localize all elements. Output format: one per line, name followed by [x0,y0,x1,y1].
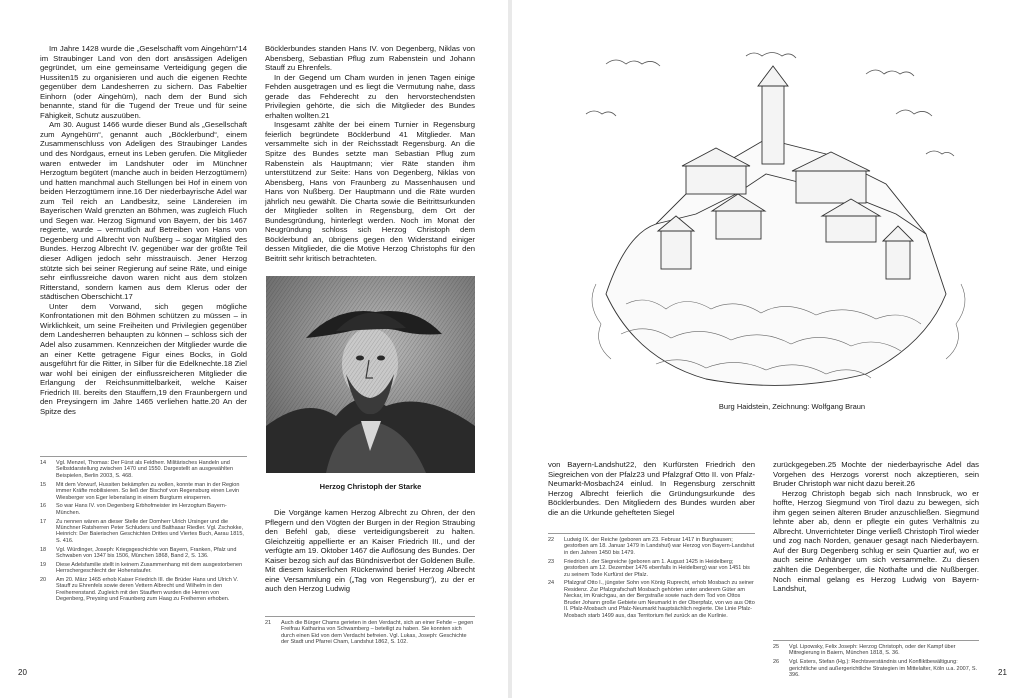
left-column-2-top [265,44,475,264]
footnote: 15 Mit dem Vorwurf, Hussiten bekämpfen zu wollen, konnte man in der Region immer Kräfte mobilisieren. So ließ der Bischof von Regensburg einen Levin Wiesberger von Eger lebenslang in einem Burgturm einsperren. [40,481,240,501]
footnote-rule [548,533,755,534]
footnote-rule [773,640,979,641]
footnote: 21 Auch die Bürger Chams gerieten in den Verdacht, sich an einer Fehde – gegen Freifrau Katharina von Schwamberg – beteiligt zu haben. Sie konnten sich durch einen Eid von dem Verdacht befreien. Vgl. Lukas, Joseph: Geschichte der Stadt und Pfarrei Cham, Landshut 1862, S. 102. [265,620,474,646]
portrait-caption: Herzog Christoph der Starke [319,482,422,491]
engraved-portrait-icon [266,276,475,473]
footnote-rule [40,456,247,457]
footnote-rule [265,616,475,617]
footnote: 24 Pfalzgraf Otto I., jüngster Sohn von König Ruprecht, erhob Mosbach zu seiner Residenz. Zur Pfalzgrafschaft Mosbach gehörten unter anderem Güter am Neckar, im Kraichgau, an der Bergstraße sowie nach dem Tod von Ottos Bruder Johann große Gebiete um Neumarkt in der Oberpfalz, von wo aus Otto II. Pfalz-Mosbach und Pfalz-Neumarkt hauptsächlich regierte. Die Linie Pfalz-Mosbach starb 1499 aus, das Territorium fiel zurück an die Kurlinie. [548,580,755,619]
paragraph: In der Gegend um Cham wurden in jenen Tagen einige Fehden ausgetragen und es liegt die Vermutung nahe, dass gerade das Fehderecht zu den hervorstechendsten Privilegien gehörte, die sich die Mitglieder des Bundes erhalten wollten.21 [265,72,475,120]
footnote: 18 Vgl. Würdinger, Joseph: Kriegsgeschichte von Bayern, Franken, Pfalz und Schwaben von 1347 bis 1506, München 1868, Band 2, S. 136. [40,546,237,560]
footnotes-left-col1 [40,460,247,605]
right-column-1 [548,460,755,517]
footnote: 22 Ludwig IX. der Reiche (geboren am 23. Februar 1417 in Burghausen; gestorben am 18. Januar 1479 in Landshut) war Herzog von Bayern-Landshut in den Jahren 1450 bis 1479. [548,537,755,556]
castle-sketch-icon [566,44,994,396]
paragraph: Im Jahre 1428 wurde die „Geselschafft vom Aingehürn“14 im Straubinger Land von den dort ansässigen Adeligen gegründet, um eine gemeinsame Verteidigung gegen die Hussiten15 zu organisieren und auch die eigenen Rechte gegenüber dem Landesherren zu sichern. Das Fabeltier Einhorn (oder Aingehürn), nach dem der Bund sich benannte, stand für die Tugend der Treue und für seine Fähigkeit, Schutz auszuüben. [40,44,247,120]
footnote: 16 So war Hans IV. von Degenberg Erbhofmeister im Herzogtum Bayern-München. [40,503,227,516]
left-column-1 [40,44,247,416]
footnotes-right-col2 [773,644,979,681]
paragraph: Insgesamt zählte der bei einem Turnier in Regensburg feierlich begründete Böcklerbund 41 Mitglieder. Man versammelte sich in der Reichsstadt Regensburg. An die Spitze des Bundes setzte man Sebastian Pflug zum Rabenstein als Hauptmann; vier Räte standen ihm unterstützend zur Seite: Hans von Degenberg, Niklas von Abensberg, Hans von Fraunberg zu Massenhausen und Hans von Nußberg. Der Hauptmann und die Räte wurden jährlich neu gewählt. Die Charta sowie die Beitrittsurkunden der Mitglieder sollten in Regensburg, dem Ort der Bundesgründung, hinterlegt werden. Noch im Monat der Neugründung schloss sich Herzog Christoph dem Böcklerbund an, übrigens gegen den Widerstand einiger dessen Mitglieder, die die Motive Herzog Christophs für den Beitritt sehr kritisch betrachteten. [265,120,475,264]
paragraph: Böcklerbundes standen Hans IV. von Degenberg, Niklas von Abensberg, Sebastian Pflug zum Rabenstein und Johann Stauff zu Ehrenfels. [265,44,475,73]
footnote: 14 Vgl. Menzel, Thomas: Der Fürst als Feldherr. Militärisches Handeln und Selbstdarstellung zwischen 1470 und 1550. Dargestellt an ausgewählten Beispielen, Berlin 2003, S. 468. [40,460,234,479]
figure-caption: Burg Haidstein, Zeichnung: Wolfgang Braun [718,402,866,411]
paragraph: von Bayern-Landshut22, den Kurfürsten Friedrich den Siegreichen von der Pfalz23 und Pfalzgraf Otto II. von Pfalz-Neumarkt-Mosbach24 einlud. In Regensburg zerschnitt Herzog Albrecht feierlich die Gründungsurkunde des Böcklerbundes. Den Mitgliedern des Bundes wurden aber die an die Urkunde gehefteten Siegel [548,460,755,517]
page-number-left: 20 [18,668,27,677]
footnote: 26 Vgl. Esters, Stefan (Hg.): Rechtsverständnis und Konfliktbewältigung: gerichtliche und außergerichtliche Strategien im Mittelalter, Köln u.a. 2007, S. 396. [773,659,978,679]
portrait-image [266,276,475,473]
castle-drawing [566,44,994,396]
footnote: 25 Vgl. Lipowsky, Felix Joseph: Herzog Christoph, oder der Kampf über Mitregierung in Baiern, München 1818, S. 36. [773,644,956,657]
left-page [0,0,508,698]
paragraph: Herzog Christoph begab sich nach Innsbruck, wo er hoffte, Herzog Siegmund von Tirol dazu zu bewegen, sich ihm gegen seinen älteren Bruder anzuschließen. Siegmund lehnte aber ab, denn er pflegte ein gutes Verhältnis zu Albrecht. Unverrichteter Dinge verließ Christoph Tirol wieder und zog nach Norden, genauer gesagt nach Niederbayern. Auf der Burg Degenberg schlug er sein Quartier auf, wo er auch seine Anhänger um sich versammelte. Zu diesen zählten die Degenberger, die Nothafte und die Nußberger. Noch einmal gelang es Herzog Ludwig von Bayern-Landshut, [773,488,979,594]
page-number-right: 21 [998,668,1007,677]
footnote: 23 Friedrich I. der Siegreiche (geboren am 1. August 1425 in Heidelberg; gestorben am 12. Dezember 1476 ebenfalls in Heidelberg) war von 1451 bis zu seinem Tode Kurfürst der Pfalz. [548,558,750,578]
footnotes-right-col1 [548,537,755,621]
paragraph: zurückgegeben.25 Mochte der niederbayrische Adel das Vorgehen des Herzogs vorerst noch akzeptieren, sein Bruder Christoph war nicht dazu bereit.26 [773,460,979,489]
right-page [512,0,1020,698]
footnote: 20 Am 20. März 1465 erhob Kaiser Friedrich III. die Brüder Hans und Ulrich V. Stauff zu Ehrenfels sowie deren Vettern Albrecht und Wilhelm in den Freiherrenstand. Zugleich mit den Stauffern wurden die Herren von Degenberg, Preysing und Fraunberg zum Haag zu Freiherren erhoben. [40,577,238,603]
footnote: 17 Zu nennen wären an dieser Stelle der Domherr Ulrich Ursinger und die Münchner Ratsherren Peter Schluders und Balthasar Riedler. Vgl. Zschokke, Heinrich: Der Baierischen Geschichten Drittes und Viertes Buch, Aarau 1815, S. 416. [40,518,244,544]
left-column-2-bottom [265,508,475,594]
right-column-2 [773,460,979,594]
footnote: 19 Diese Adelsfamilie stellt in keinem Zusammenhang mit dem ausgestorbenen Herrschergeschlecht der Hohenstaufer. [40,561,243,575]
paragraph: Die Vorgänge kamen Herzog Albrecht zu Ohren, der den Pflegern und den Vögten der Burgen in der Region Straubing den Befehl gab, diese verteidigungsbereit zu halten. Gleichzeitig appellierte er an Kaiser Friedrich III., und der verfügte am 19. Oktober 1467 die Auflösung des Bundes. Der Kaiser bezog sich auf das Bündnisverbot der Goldenen Bulle. Mit diesem kaiserlichen Rückenwind berief Herzog Albrecht eine Versammlung ein („Tag von Regensburg“), zu der er auch den Herzog Ludwig [265,508,475,594]
footnotes-left-col2 [265,620,475,648]
paragraph: Unter dem Vorwand, sich gegen mögliche Konfrontationen mit den Böhmen schützen zu müssen – in Wirklichkeit, um seine Freiheiten und Privilegien gegenüber dem Landesherren behaupten zu können – schloss sich der Adel also zusammen. Kennzeichen der Mitglieder wurde die an einer Kette getragene Figur eines Bocks, in Gold ausgeführt für die Ritter, in Silber für die Edelknechte.18 Ziel war wohl bei einigen der einflussreicheren Mitglieder die Erlangung der Reichsunmittelbarkeit, welche Kaiser Friedrich III. bereits den Stauffern,19 den Fraunbergern und den Preysingern im Jahre 1465 verliehen hatte.20 An der Spitze des [40,301,247,416]
paragraph: Am 30. August 1466 wurde dieser Bund als „Gesellschaft zum Ayngehürn“, genannt auch „Böcklerbund“, einem Zusammenschluss von Adeligen des Straubinger Landes und des Nordgaus, erneut ins Leben gerufen. Die Mitglieder waren entweder im Landshuter oder im Münchner Herzogtum begütert (manche auch in beiden Herzogtümern) und hatten manchmal auch Stellungen bei Hof in einem von beiden Herzogtümern inne.16 Der niederbayrische Adel war zum Teil reich an Landbesitz, seine Ländereien im Bayerischen Wald grenzten an Böhmen, was zugleich Fluch und Segen war. Herzog Sigmund von Bayern, der bis 1467 regierte, wurde – vermutlich auf Betreiben von Hans von Degenberg und Albrecht von Nußberg – sogar Mitglied des Bundes. Herzog Albrecht IV. gegenüber war der größte Teil dieser Adligen jedoch sehr misstrauisch. Jener Herzog stützte sich bei seiner Regierung auf seine Räte, und einige sehr einflussreiche davon waren nicht aus dem stolzen Ritterstand, sondern kamen aus dem Klerus oder der städtischen Oberschicht.17 [40,120,247,302]
